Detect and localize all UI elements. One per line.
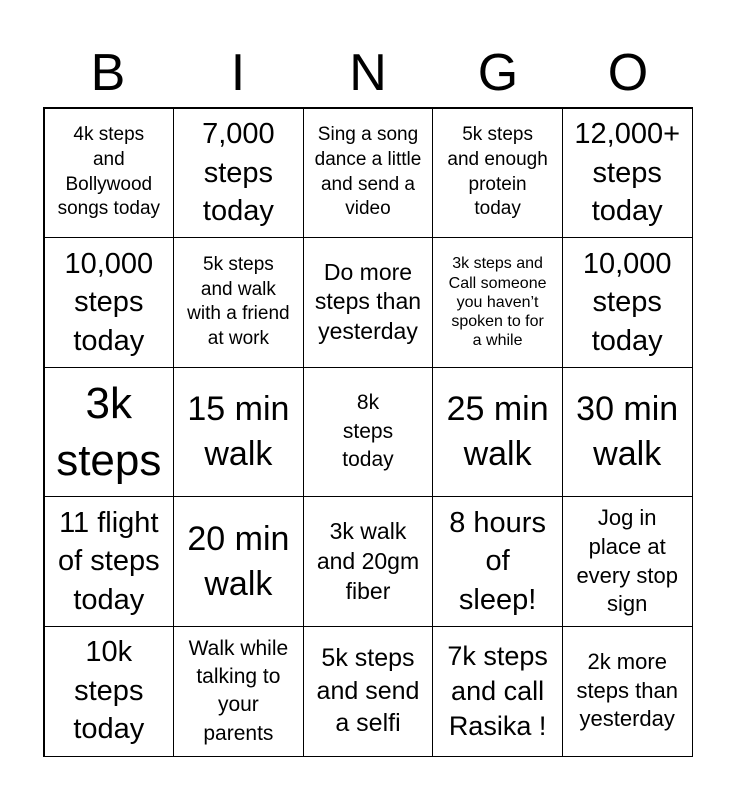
bingo-grid — [43, 107, 693, 757]
bingo-cell[interactable]: 25 min walk — [432, 367, 563, 498]
bingo-cell[interactable]: 8k steps today — [303, 367, 434, 498]
bingo-cell[interactable]: 10k steps today — [44, 626, 175, 757]
bingo-cell[interactable]: 15 min walk — [173, 367, 304, 498]
bingo-cell[interactable]: 11 flight of steps today — [44, 496, 175, 627]
bingo-cell[interactable]: Do more steps than yesterday — [303, 237, 434, 368]
header-letter-o: O — [607, 44, 649, 102]
bingo-cell[interactable]: Sing a song dance a little and send a video — [303, 108, 434, 239]
bingo-cell[interactable]: Walk while talking to your parents — [173, 626, 304, 757]
bingo-cell[interactable]: 4k steps and Bollywood songs today — [44, 108, 175, 239]
bingo-cell[interactable]: 7,000 steps today — [173, 108, 304, 239]
header-letter-i: I — [230, 44, 246, 102]
bingo-cell[interactable]: 5k steps and walk with a friend at work — [173, 237, 304, 368]
bingo-header — [43, 40, 693, 106]
bingo-cell[interactable]: 20 min walk — [173, 496, 304, 627]
bingo-cell[interactable]: 7k steps and call Rasika ! — [432, 626, 563, 757]
bingo-cell[interactable]: 10,000 steps today — [562, 237, 693, 368]
header-letter-b: B — [90, 44, 126, 102]
bingo-cell[interactable]: 12,000+ steps today — [562, 108, 693, 239]
bingo-cell[interactable]: Jog in place at every stop sign — [562, 496, 693, 627]
bingo-cell[interactable]: 3k steps — [44, 367, 175, 498]
bingo-cell[interactable]: 10,000 steps today — [44, 237, 175, 368]
bingo-cell[interactable]: 5k steps and enough protein today — [432, 108, 563, 239]
bingo-cell[interactable]: 3k walk and 20gm fiber — [303, 496, 434, 627]
header-letter-g: G — [477, 44, 519, 102]
bingo-cell[interactable]: 2k more steps than yesterday — [562, 626, 693, 757]
header-letter-n: N — [349, 44, 387, 102]
bingo-cell[interactable]: 8 hours of sleep! — [432, 496, 563, 627]
bingo-cell[interactable]: 3k steps and Call someone you haven’t spoken to for a while — [432, 237, 563, 368]
bingo-cell[interactable]: 30 min walk — [562, 367, 693, 498]
bingo-cell[interactable]: 5k steps and send a selfi — [303, 626, 434, 757]
